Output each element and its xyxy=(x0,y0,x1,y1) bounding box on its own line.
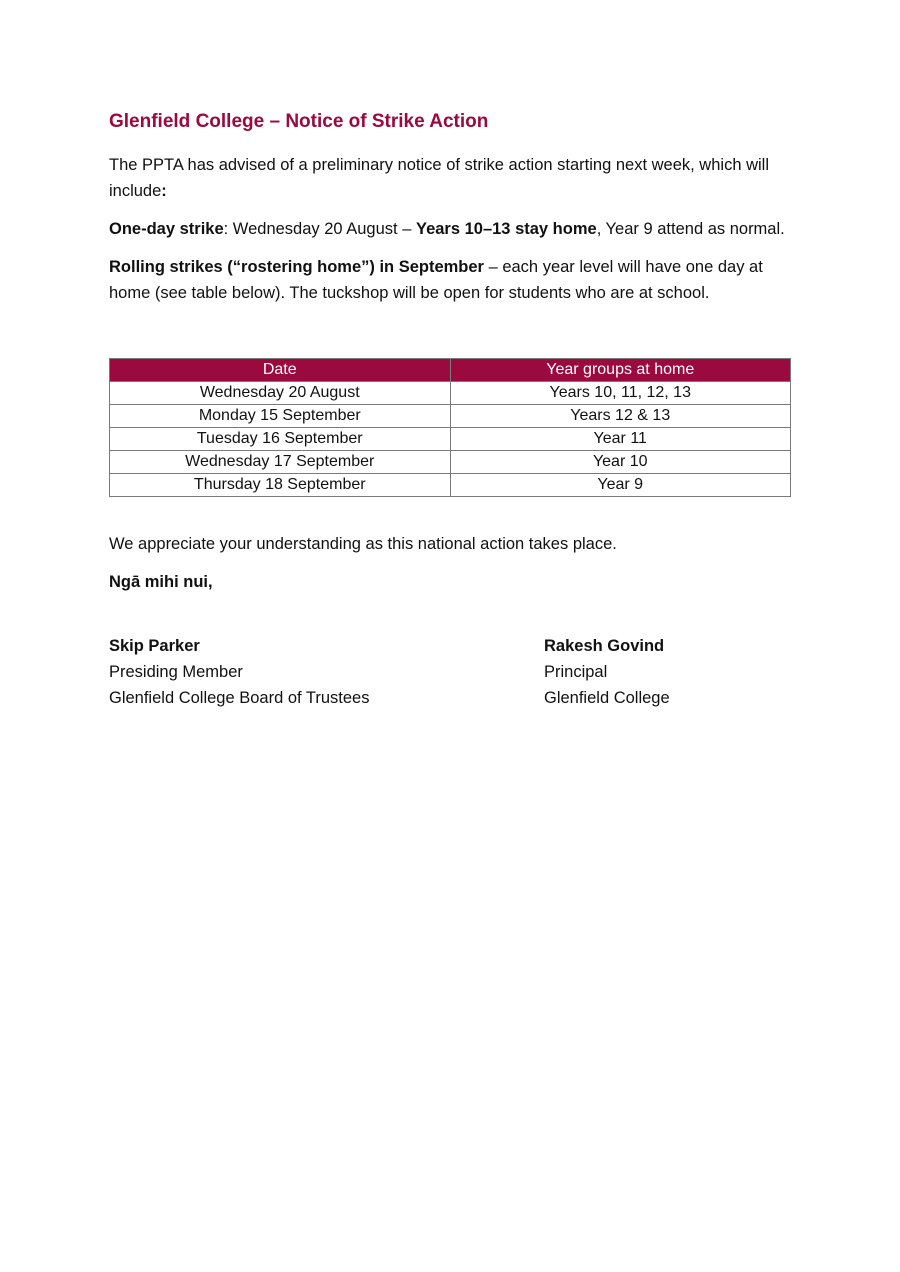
rolling-strikes-paragraph xyxy=(109,254,791,306)
signatory-role: Presiding Member xyxy=(109,663,243,681)
table-header-row xyxy=(110,359,791,382)
appreciation-text: We appreciate your understanding as this national action takes place. xyxy=(109,535,617,553)
cell-date: Wednesday 20 August xyxy=(110,382,451,405)
signature-left xyxy=(109,633,369,711)
cell-date: Monday 15 September xyxy=(110,405,451,428)
cell-date: Wednesday 17 September xyxy=(110,451,451,474)
cell-date: Tuesday 16 September xyxy=(110,428,451,451)
cell-year-groups: Years 10, 11, 12, 13 xyxy=(450,382,791,405)
one-day-strike-note: , Year 9 attend as normal. xyxy=(596,220,785,238)
table-row xyxy=(110,405,791,428)
signature-right xyxy=(544,633,670,711)
table-row xyxy=(110,382,791,405)
rolling-strikes-text: – each year level will have one day at home (see table below). The tuckshop will be open for students who are at school. xyxy=(109,258,763,302)
rolling-strikes-label: Rolling strikes (“rostering home”) in September xyxy=(109,258,484,276)
cell-year-groups: Years 12 & 13 xyxy=(450,405,791,428)
signatory-name: Rakesh Govind xyxy=(544,637,665,655)
signatory-name: Skip Parker xyxy=(109,637,200,655)
table-row xyxy=(110,451,791,474)
signature-block xyxy=(109,633,791,713)
signatory-organisation: Glenfield College xyxy=(544,689,670,707)
one-day-strike-label: One-day strike xyxy=(109,220,224,238)
table-row xyxy=(110,474,791,497)
signatory-organisation: Glenfield College Board of Trustees xyxy=(109,689,370,707)
intro-paragraph xyxy=(109,152,791,204)
schedule-table-wrap xyxy=(109,358,791,497)
table-row xyxy=(110,428,791,451)
cell-year-groups: Year 11 xyxy=(450,428,791,451)
intro-colon: : xyxy=(161,182,167,200)
one-day-strike-paragraph xyxy=(109,216,791,242)
cell-year-groups: Year 10 xyxy=(450,451,791,474)
closing-section xyxy=(109,531,791,595)
document-page xyxy=(109,108,791,713)
header-year-groups: Year groups at home xyxy=(450,359,791,382)
cell-date: Thursday 18 September xyxy=(110,474,451,497)
header-date: Date xyxy=(110,359,451,382)
strike-schedule-table xyxy=(109,358,791,497)
signoff-text: Ngā mihi nui, xyxy=(109,573,213,591)
page-title: Glenfield College – Notice of Strike Action xyxy=(109,111,489,132)
intro-text: The PPTA has advised of a preliminary notice of strike action starting next week, which will include xyxy=(109,156,769,200)
signatory-role: Principal xyxy=(544,663,608,681)
cell-year-groups: Year 9 xyxy=(450,474,791,497)
one-day-strike-years: Years 10–13 stay home xyxy=(415,220,597,238)
one-day-strike-date: : Wednesday 20 August – xyxy=(223,220,416,238)
